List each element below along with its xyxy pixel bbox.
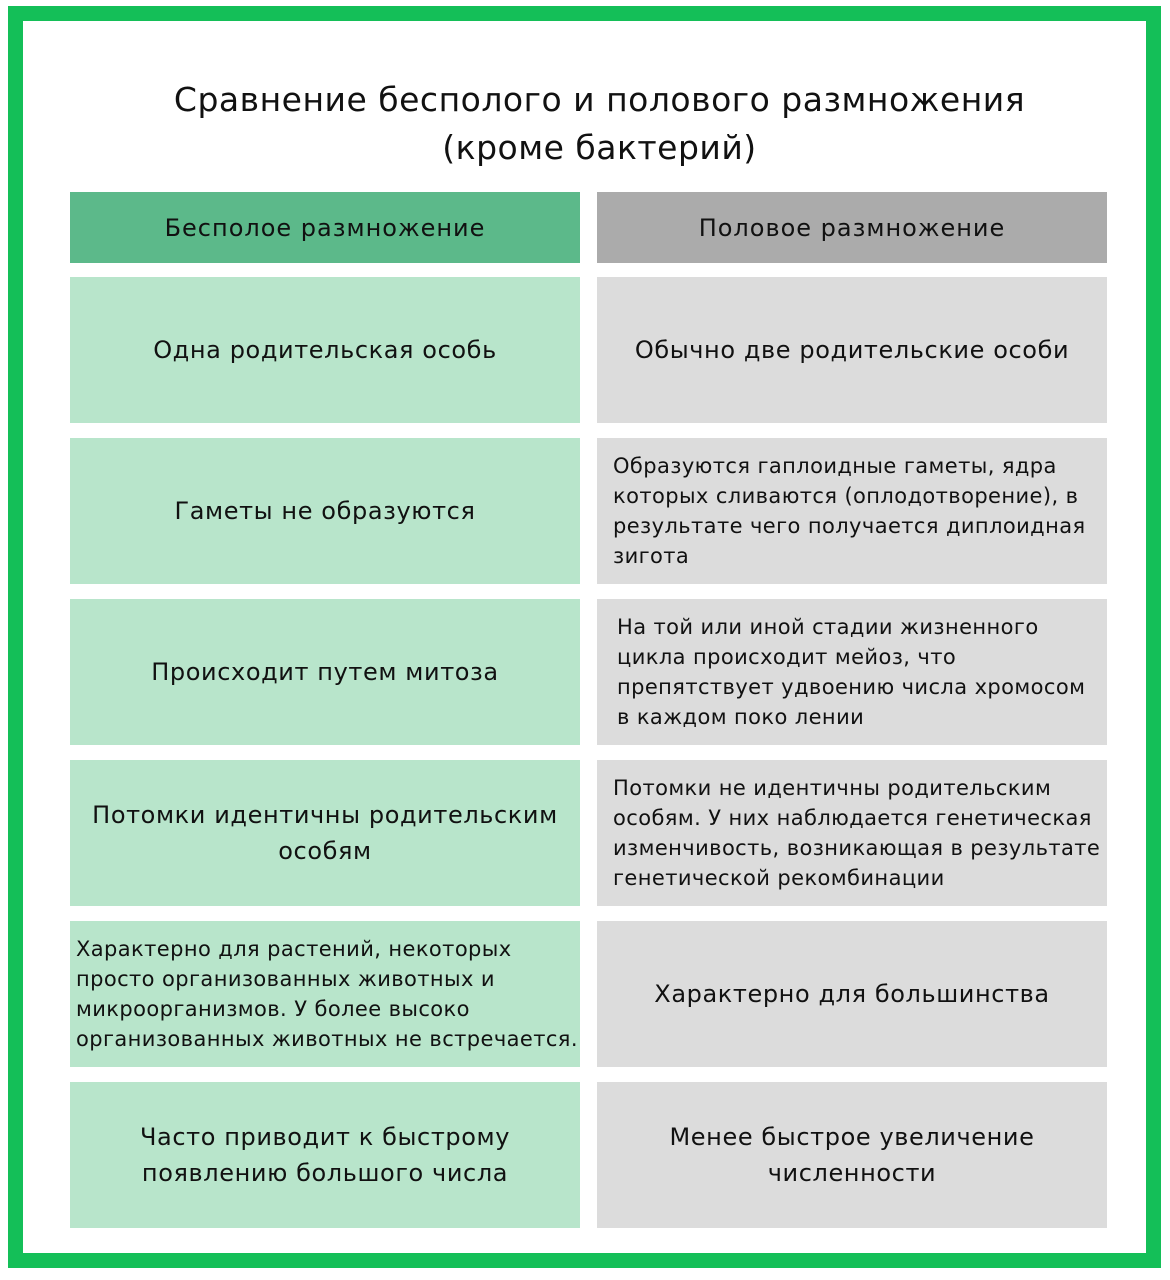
header-asexual: Бесполое размножение: [70, 192, 580, 263]
row-1-asexual: Одна родительская особь: [70, 277, 580, 423]
row-3-asexual: Происходит путем митоза: [70, 599, 580, 745]
row-5-asexual-text: Характерно для растений, некоторых просто организованных животных и микроорганизмов. У более высоко организованных животных не встречается.: [76, 937, 578, 1051]
row-2-asexual: Гаметы не образуются: [70, 438, 580, 584]
row-2-sexual: [597, 438, 1107, 584]
row-5-sexual: Характерно для большинства: [597, 921, 1107, 1067]
row-4-sexual-text: Потомки не идентичны родительским особям. У них наблюдается генетическая изменчивость, возникающая в результате генетической рекомбинации: [613, 776, 1101, 890]
title-line-1: Сравнение бесполого и полового размножения: [173, 80, 1026, 119]
row-1-sexual: Обычно две родительские особи: [597, 277, 1107, 423]
header-sexual: Половое размножение: [597, 192, 1107, 263]
page-title: [23, 76, 1170, 172]
row-3-sexual-text: На той или иной стадии жизненного цикла происходит мейоз, что препятствует удвоению числа хромосом в каждом поко лении: [617, 615, 1086, 729]
green-frame: [8, 6, 1161, 1268]
row-6-asexual: Часто приводит к быстрому появлению большого числа: [70, 1082, 580, 1228]
row-4-sexual: [597, 760, 1107, 906]
row-2-sexual-text: Образуются гаплоидные гаметы, ядра которых сливаются (оплодотворение), в результате чего получается диплоидная зигота: [613, 454, 1086, 568]
title-line-2: (кроме бактерий): [442, 128, 757, 167]
row-3-sexual: [597, 599, 1107, 745]
row-6-sexual: Менее быстрое увеличение численности: [597, 1082, 1107, 1228]
row-4-asexual: Потомки идентичны родительским особям: [70, 760, 580, 906]
row-5-asexual: [70, 921, 580, 1067]
